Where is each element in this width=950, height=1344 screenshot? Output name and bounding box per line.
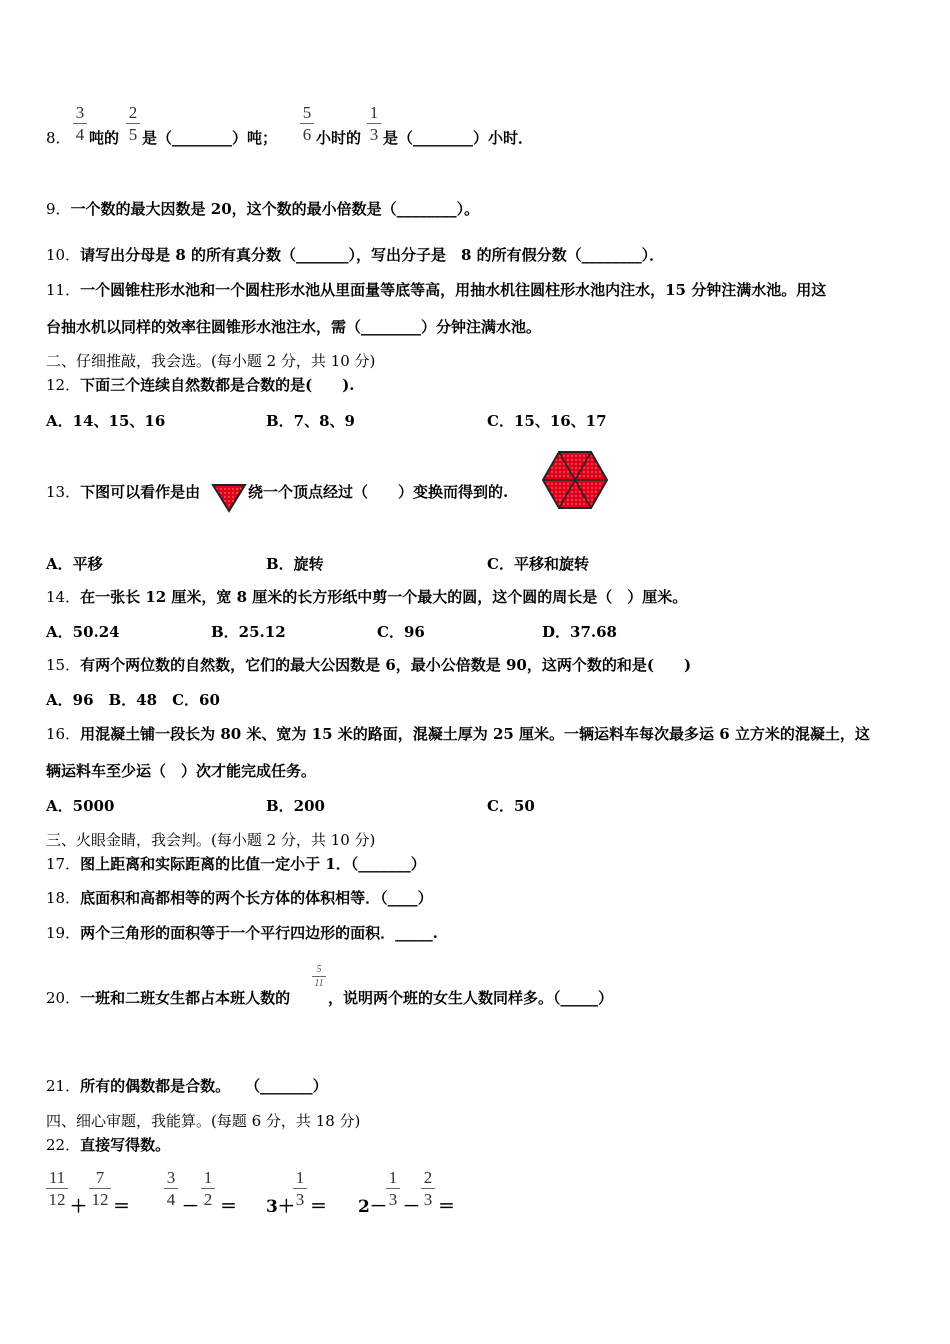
equals-sign: ＝ (310, 1197, 327, 1217)
option-a: A．14、15、16 (46, 412, 166, 430)
question-text: 在一张长 12 厘米，宽 8 厘米的长方形纸中剪一个最大的圆，这个圆的周长是（ ）厘米。 (80, 588, 688, 606)
question-9 (46, 199, 479, 219)
fraction-1-3: 1 3 (293, 1168, 307, 1209)
question-text: 一班和二班女生都占本班人数的 (80, 989, 291, 1007)
question-20 (46, 988, 290, 1008)
q8-text-1: 吨的 (89, 129, 120, 147)
fraction-2-5: 2 5 (126, 103, 140, 144)
fraction-5-6: 5 6 (300, 103, 314, 144)
fraction-3-4: 3 4 (73, 103, 87, 144)
question-number: 21． (46, 1077, 81, 1095)
q8-text-2: 是（________）吨； (142, 129, 278, 147)
question-13-text-2: 绕一个顶点经过（ ）变换而得到的. (248, 483, 509, 501)
question-11-line-2: 台抽水机以同样的效率往圆锥形水池注水，需（________）分钟注满水池。 (46, 318, 542, 336)
question-20-text-2: ，说明两个班的女生人数同样多。（_____） (328, 989, 614, 1007)
question-number: 22． (46, 1136, 81, 1154)
question-text: 一个圆锥柱形水池和一个圆柱形水池从里面量等底等高，用抽水机往圆柱形水池内注水，15 分钟注满水池。用这 (80, 281, 827, 299)
section-heading-3: 三、火眼金睛，我会判。(每小题 2 分，共 10 分) (46, 831, 376, 849)
question-14 (46, 587, 687, 607)
fraction-11-12: 11 12 (46, 1168, 68, 1209)
red-triangle-icon (211, 483, 247, 513)
question-number: 19． (46, 924, 81, 942)
equals-sign: ＝ (438, 1197, 455, 1217)
question-number: 8． (46, 129, 71, 147)
question-text: 用混凝土铺一段长为 80 米、宽为 15 米的路面，混凝土厚为 25 厘米。一辆运料车每次最多运 6 立方米的混凝土，这 (80, 725, 870, 743)
question-number: 16． (46, 725, 81, 743)
question-15 (46, 655, 691, 675)
option-b: B．200 (266, 797, 325, 815)
question-text: 请写出分母是 8 的所有真分数（_______），写出分子是 8 的所有假分数（________）． (80, 246, 665, 264)
option-b: B．旋转 (266, 555, 324, 573)
question-number: 14． (46, 588, 81, 606)
question-text: 底面积和高都相等的两个长方体的体积相等．（____） (80, 889, 433, 907)
question-number: 13． (46, 483, 81, 501)
question-13 (46, 482, 200, 502)
question-12 (46, 375, 355, 395)
question-text: 图上距离和实际距离的比值一定小于 1．（_______） (80, 855, 426, 873)
plus-operator: ＋ (70, 1197, 87, 1217)
option-a: A．5000 (46, 797, 115, 815)
fraction-5-11: 5 11 (312, 964, 326, 989)
question-text: 有两个两位数的自然数，它们的最大公因数是 6，最小公倍数是 90，这两个数的和是( ) (80, 656, 692, 674)
question-19 (46, 923, 438, 943)
question-number: 15． (46, 656, 81, 674)
fraction-1-2: 1 2 (201, 1168, 215, 1209)
question-number: 18． (46, 889, 81, 907)
question-16-line-1 (46, 724, 870, 744)
question-16-line-2: 辆运料车至少运（ ）次才能完成任务。 (46, 762, 317, 780)
option-c: C．50 (487, 797, 535, 815)
option-c: C．96 (377, 623, 425, 641)
question-number: 10． (46, 246, 81, 264)
options: A．96 B．48 C．60 (46, 691, 220, 709)
option-a: A．平移 (46, 555, 103, 573)
option-c: C．15、16、17 (487, 412, 607, 430)
question-text: 两个三角形的面积等于一个平行四边形的面积．_____. (80, 924, 438, 942)
prefix-2-minus: 2－ (358, 1197, 387, 1217)
question-number: 11． (46, 281, 81, 299)
fraction-1-3: 1 3 (367, 103, 381, 144)
question-22 (46, 1135, 170, 1155)
section-heading-2: 二、仔细推敲，我会选。(每小题 2 分，共 10 分) (46, 352, 376, 370)
question-10 (46, 245, 664, 265)
question-text: 下图可以看作是由 (80, 483, 201, 501)
question-18 (46, 888, 433, 908)
question-number: 12． (46, 376, 81, 394)
question-21 (46, 1076, 328, 1096)
option-a: A．50.24 (46, 623, 120, 641)
prefix-3-plus: 3＋ (266, 1197, 295, 1217)
question-11-line-1 (46, 280, 826, 300)
q8-text-4: 是（________）小时． (383, 129, 534, 147)
equals-sign: ＝ (220, 1197, 237, 1217)
question-number: 17． (46, 855, 81, 873)
equals-sign: ＝ (113, 1197, 130, 1217)
question-text: 下面三个连续自然数都是合数的是( ). (80, 376, 355, 394)
question-text: 一个数的最大因数是 20，这个数的最小倍数是（________）。 (70, 200, 480, 218)
fraction-2-3: 2 3 (421, 1168, 435, 1209)
minus-operator: － (403, 1197, 420, 1217)
option-c: C．平移和旋转 (487, 555, 589, 573)
question-text: 所有的偶数都是合数。 （_______） (80, 1077, 328, 1095)
question-number: 20． (46, 989, 81, 1007)
hexagon-figure-icon (542, 450, 608, 510)
option-b: B．7、8、9 (266, 412, 355, 430)
minus-operator: － (182, 1197, 199, 1217)
section-heading-4: 四、细心审题，我能算。(每题 6 分，共 18 分) (46, 1112, 361, 1130)
fraction-7-12: 7 12 (89, 1168, 111, 1209)
fraction-1-3: 1 3 (386, 1168, 400, 1209)
fraction-3-4: 3 4 (164, 1168, 178, 1209)
option-d: D．37.68 (542, 623, 617, 641)
option-b: B．25.12 (211, 623, 286, 641)
question-text: 直接写得数。 (80, 1136, 171, 1154)
question-number: 9． (46, 200, 71, 218)
question-17 (46, 854, 426, 874)
q8-text-3: 小时的 (316, 129, 362, 147)
